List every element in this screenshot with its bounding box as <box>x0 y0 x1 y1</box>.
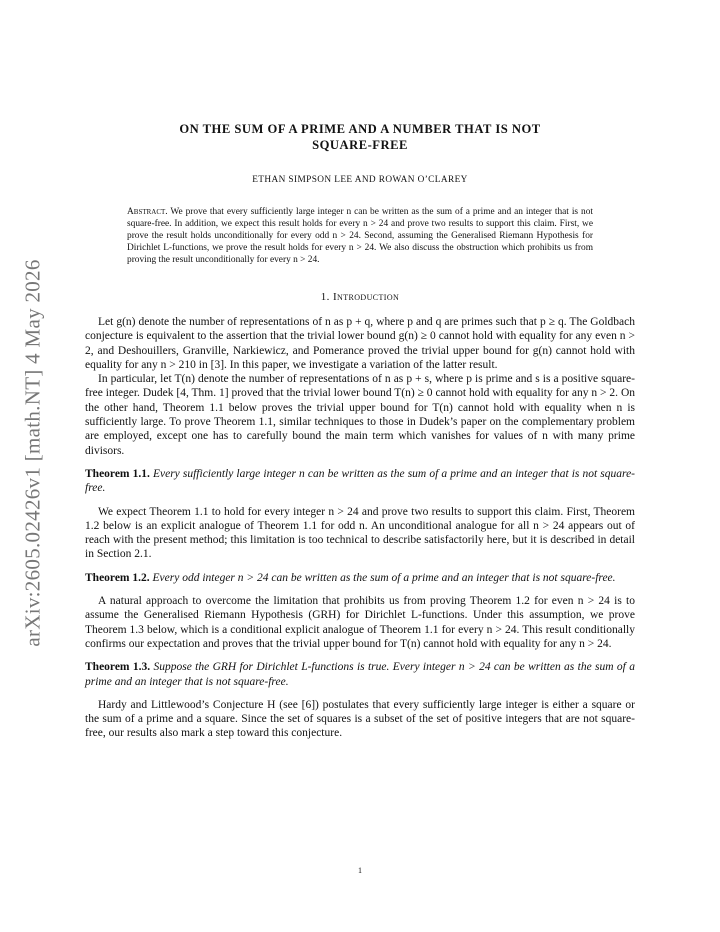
intro-paragraph-4: A natural approach to overcome the limitation that prohibits us from proving Theorem 1.2 for even n > 24 is to assume the Generalised Riemann Hypothesis (GRH) for Dirichlet L-functions. Under this assumption, we prove Theorem 1.3 below, which is a conditional explicit analogue of Theorem 1.1 for every n > 24. This result conditionally confirms our expectation and proves that the trivial upper bound for T(n) cannot hold with equality for any n > 24. <box>85 595 635 650</box>
author-list: ETHAN SIMPSON LEE AND ROWAN O’CLAREY <box>252 175 468 185</box>
page-number: 1 <box>358 866 362 875</box>
intro-paragraph-3: We expect Theorem 1.1 to hold for every integer n > 24 and prove two results to support this claim. First, Theorem 1.2 below is an explicit analogue of Theorem 1.1 for odd n. An unconditional analogue for all n > 24 appears out of reach with the present method; this limitation is too technical to describe satisfactorily here, but it is described in detail in Section 2.1. <box>85 505 635 561</box>
theorem-label: Theorem 1.1. <box>85 467 150 480</box>
section-heading-introduction: 1. Introduction <box>320 291 400 303</box>
theorem-statement: Every odd integer n > 24 can be written as the sum of a prime and an integer that is not square-free. <box>152 571 616 584</box>
paper-page <box>85 118 635 741</box>
title-line-2: SQUARE-FREE <box>312 137 408 152</box>
theorem-1-2 <box>85 571 635 585</box>
theorem-1-3 <box>85 660 635 689</box>
theorem-label: Theorem 1.3. <box>85 661 151 674</box>
paper-title <box>85 122 635 153</box>
theorem-statement: Every sufficiently large integer n can be written as the sum of a prime and an integer that is not square-free. <box>85 467 636 495</box>
theorem-1-1 <box>85 467 635 496</box>
theorem-statement: Suppose the GRH for Dirichlet L-functions is true. Every integer n > 24 can be written as the sum of a prime and an integer that is not square-free. <box>85 661 635 688</box>
arxiv-sidebar-stamp <box>18 248 48 658</box>
intro-paragraph-5: Hardy and Littlewood’s Conjecture H (see [6]) postulates that every sufficiently large integer is either a square or the sum of a prime and a square. Since the set of squares is a subset of the set of positive integers that are not square-free, our results also mark a step toward this conjecture. <box>85 698 635 740</box>
abstract-text: We prove that every sufficiently large integer n can be written as the sum of a prime and an integer that is not square-free. In addition, we expect this result holds for every n > 24 and prove two results to support this claim. First, we prove the result holds unconditionally for every odd n > 24. Second, assuming the Generalised Riemann Hypothesis for Dirichlet L-functions, we prove the result holds for every n > 24. We also discuss the obstruction which prohibits us from proving the result unconditionally for every n > 24. <box>127 207 593 265</box>
abstract-label: Abstract. <box>127 207 168 217</box>
intro-paragraph-2: In particular, let T(n) denote the number of representations of n as p + s, where p is prime and s is a positive square-free integer. Dudek [4, Thm. 1] proved that the trivial lower bound T(n) ≥ 0 cannot hold with equality for any n > 2. On the other hand, Theorem 1.1 below proves the trivial upper bound for T(n) cannot hold with equality when n is sufficiently large. To prove Theorem 1.1, similar techniques to those in Dudek’s paper on the complementary problem are employed, except one has to carefully bound the main term which vanishes for values of n with many prime divisors. <box>85 373 635 457</box>
abstract <box>127 206 593 266</box>
title-line-1: ON THE SUM OF A PRIME AND A NUMBER THAT IS NOT <box>179 122 541 136</box>
arxiv-identifier: arXiv:2605.02426v1 [math.NT] 4 May 2026 <box>20 259 45 647</box>
intro-paragraph-1: Let g(n) denote the number of representations of n as p + q, where p and q are primes such that p ≥ q. The Goldbach conjecture is equivalent to the assertion that the trivial lower bound g(n) ≥ 0 cannot hold with equality for any even n > 2, and Deshouillers, Granville, Narkiewicz, and Pomerance proved the trivial upper bound for g(n) cannot hold with equality for any n > 210 in [3]. In this paper, we investigate a variation of the latter result. <box>85 316 635 371</box>
theorem-label: Theorem 1.2. <box>85 571 150 584</box>
